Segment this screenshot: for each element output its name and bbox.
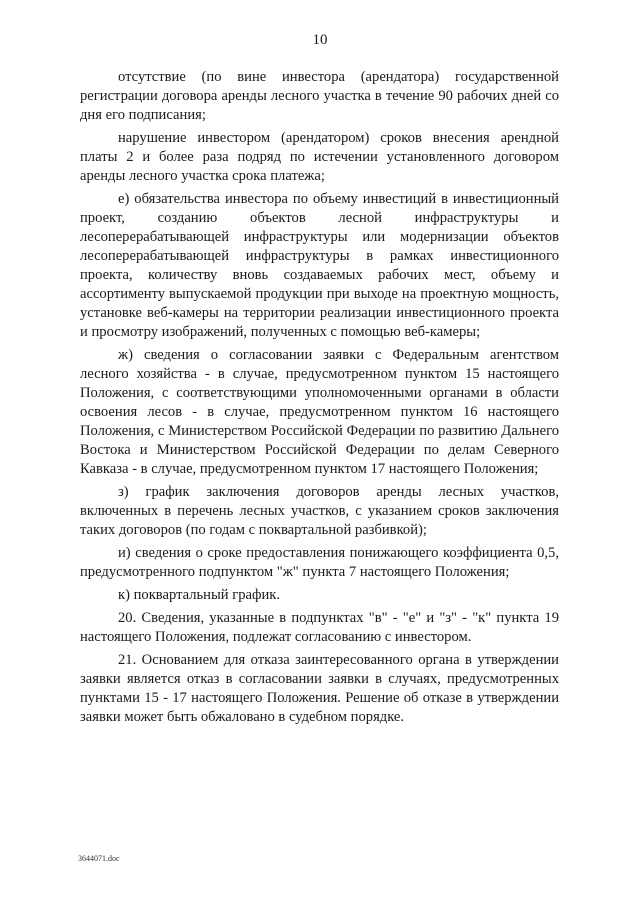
paragraph-point-21: 21. Основанием для отказа заинтересованного органа в утверждении заявки является отказ в согласовании заявки в случаях, предусмотренных пунктами 15 - 17 настоящего Положения. Решение об отказе в утверждении заявки может быть обжаловано в судебном порядке. [80, 652, 559, 725]
page-number: 10 [312, 32, 328, 48]
paragraph-item-zh: ж) сведения о согласовании заявки с Федеральным агентством лесного хозяйства - в случае, предусмотренном пунктом 15 настоящего Положения, с соответствующими уполномоченными органами в области освоения лесов - в случае, предусмотренном пунктом 16 настоящего Положения, с Министерством Российской Федерации по развитию Дальнего Востока и Министерством Российской Федерации по делам Северного Кавказа - в случае, предусмотренном пунктом 17 настоящего Положения; [80, 347, 559, 477]
paragraph-point-20: 20. Сведения, указанные в подпунктах "в" - "е" и "з" - "к" пункта 19 настоящего Положения, подлежат согласованию с инвестором. [80, 610, 559, 645]
paragraph-item-z: з) график заключения договоров аренды лесных участков, включенных в перечень лесных участков, с указанием сроков заключения таких договоров (по годам с поквартальной разбивкой); [80, 484, 559, 538]
footer-filename: 3644071.doc [78, 854, 120, 863]
paragraph-item-e: е) обязательства инвестора по объему инвестиций в инвестиционный проект, созданию объектов лесной инфраструктуры и лесоперерабатывающей инфраструктуры или модернизации объектов лесоперерабатывающей инфраструктуры в рамках инвестиционного проекта, количеству вновь создаваемых рабочих мест, объему и ассортименту выпускаемой продукции при выходе на проектную мощность, установке веб-камеры на территории реализации инвестиционного проекта и просмотру изображений, полученных с помощью веб-камеры; [80, 191, 559, 340]
paragraph-item-i: и) сведения о сроке предоставления понижающего коэффициента 0,5, предусмотренного подпунктом "ж" пункта 7 настоящего Положения; [80, 545, 559, 580]
paragraph-item-k: к) поквартальный график. [118, 587, 281, 603]
paragraph-rent-payment: нарушение инвестором (арендатором) сроков внесения арендной платы 2 и более раза подряд по истечении установленного договором аренды лесного участка срока платежа; [80, 130, 559, 184]
document-body [80, 68, 559, 727]
paragraph-investor-registration: отсутствие (по вине инвестора (арендатора) государственной регистрации договора аренды лесного участка в течение 90 рабочих дней со дня его подписания; [80, 69, 559, 123]
